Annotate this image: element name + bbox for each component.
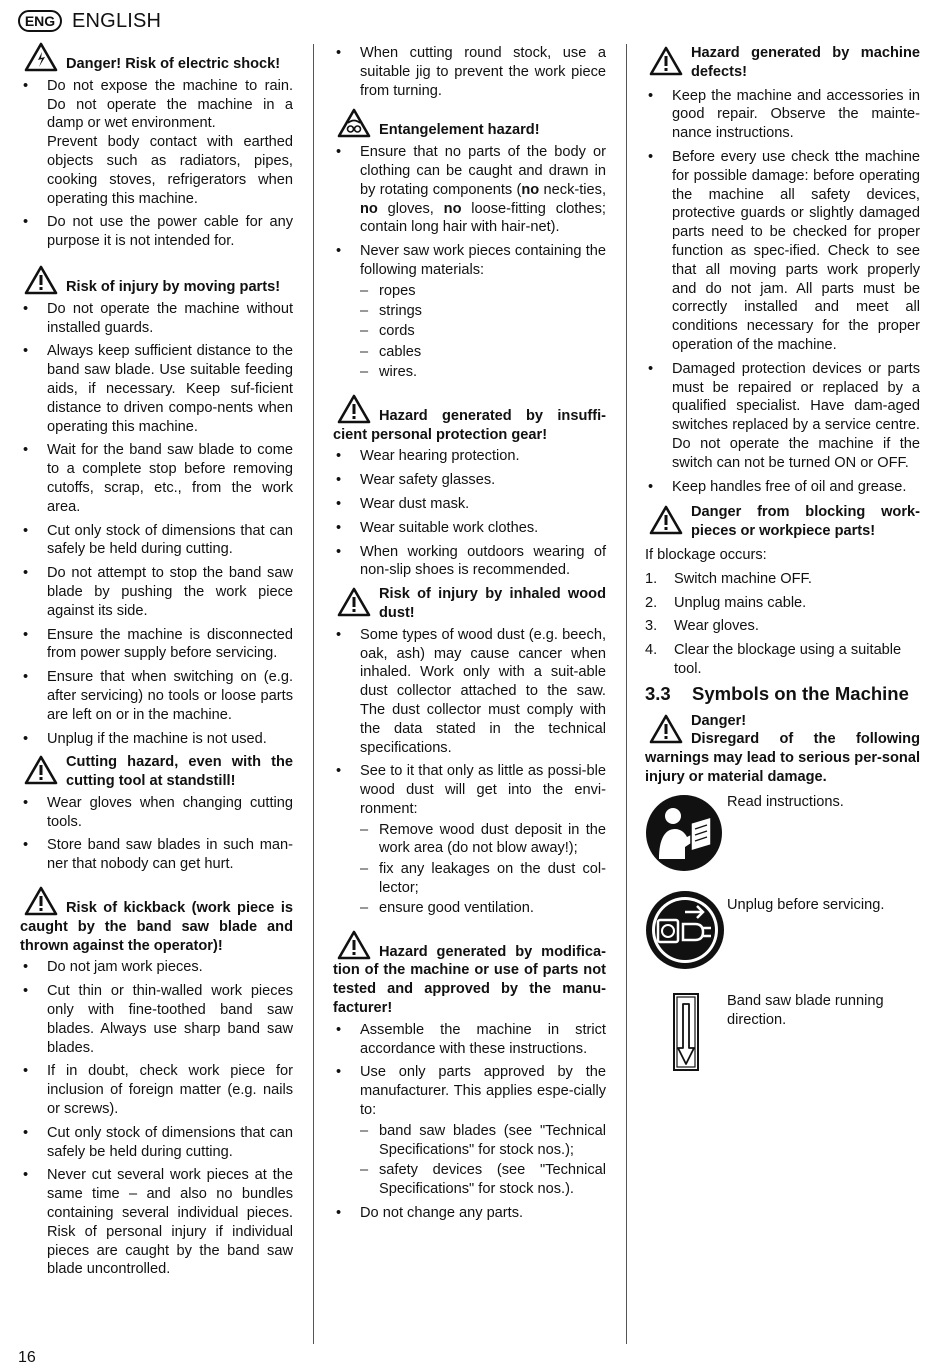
direction-arrow-icon	[645, 992, 725, 1074]
symbol-unplug	[645, 890, 920, 976]
warning-icon	[649, 714, 683, 744]
list-item: • Do not expose the machine to rain. Do not operate the machine in a damp or wet environment. Prevent body contact with earthed objects such as radiators, pipes, cooking stoves, refrigerators when operating this machine.	[20, 77, 293, 209]
symbol-read-instructions	[645, 793, 920, 879]
list-item: – fix any leakages on the dust col-lector;	[360, 860, 606, 898]
electric-shock-list	[20, 77, 293, 251]
list-item: – cords	[360, 322, 606, 341]
list-item: • Store band saw blades in such man-ner that nobody can get hurt.	[20, 836, 293, 874]
list-item: 2. Unplug mains cable.	[645, 594, 807, 611]
list-item: • See to it that only as little as possi-ble wood dust will get into the envi-ronment: – Remove wood dust deposit in the work area (do not blow away!); – fix any leakages on the dust col-lector; – ensure good ventilation.	[333, 762, 606, 917]
read-instructions-icon	[645, 793, 725, 873]
kickback-heading: Risk of kickback (work piece is caught by the band saw blade and thrown against the operator)!	[20, 888, 293, 955]
list-item: – cables	[360, 343, 606, 362]
list-item: • Never cut several work pieces at the same time – and also no bundles containing several individual pieces. Risk of personal injury if individual pieces are caught by the band saw blade uncontrolled.	[20, 1166, 293, 1279]
list-item: • When working outdoors wearing of non-slip shoes is recommended.	[333, 543, 606, 581]
list-item: – ensure good ventilation.	[360, 899, 606, 918]
list-item: • Before every use check tthe machine for possible damage: before operating the machine all safety devices, protective guards or slightly damaged parts need to be checked for proper function as spec-ified. Check to see that all moving parts work properly and do not jam. All parts must be correctly installed and meet all conditions necessary for the proper operation of the machine.	[645, 148, 920, 355]
list-item: • Assemble the machine in strict accordance with these instructions.	[333, 1021, 606, 1059]
list-item: • Keep handles free of oil and grease.	[645, 478, 920, 497]
list-item: 4. Clear the blockage using a suitable tool.	[645, 642, 902, 677]
list-item: • Do not operate the machine without installed guards.	[20, 300, 293, 338]
warning-icon	[649, 505, 683, 535]
list-item: • Ensure that when switching on (e.g. after servicing) no tools or loose parts are left on or in the machine.	[20, 668, 293, 724]
cutting-hazard-heading: Cutting hazard, even with the cutting tool at standstill!	[24, 753, 293, 791]
blockage-intro: If blockage occurs:	[645, 546, 767, 563]
list-item: – band saw blades (see "Technical Specifications" for stock nos.);	[360, 1122, 606, 1160]
list-item: • Do not attempt to stop the band saw blade by pushing the work piece against its side.	[20, 564, 293, 620]
entanglement-heading: Entangelement hazard!	[337, 110, 606, 140]
list-item: • Keep the machine and accessories in good repair. Observe the mainte-nance instructions.	[645, 87, 920, 143]
page-number: 16	[18, 1349, 36, 1366]
warning-icon	[337, 394, 371, 424]
modification-heading: Hazard generated by modifica-tion of the machine or use of parts not tested and approved by the manu-facturer!	[333, 932, 606, 1018]
list-item: • Unplug if the machine is not used.	[20, 730, 293, 749]
column-3	[645, 44, 920, 1080]
modification-list	[333, 1021, 606, 1222]
list-item: • Do not jam work pieces.	[20, 958, 293, 977]
list-item: • Never saw work pieces containing the following materials: – ropes – strings – cords – cables – wires.	[333, 242, 606, 382]
warning-icon	[649, 46, 683, 76]
list-item: • Wear gloves when changing cutting tools.	[20, 794, 293, 832]
unplug-icon	[645, 890, 725, 970]
list-item: • Wear hearing protection.	[333, 447, 606, 466]
language-title: ENGLISH	[72, 9, 162, 32]
column-1	[20, 44, 293, 1284]
danger-heading: Danger! Disregard of the following warnings may lead to serious per-sonal injury or material damage.	[645, 712, 920, 785]
list-item: • Cut only stock of dimensions that can safely be held during cutting.	[20, 522, 293, 560]
warning-icon	[337, 930, 371, 960]
list-item: • Wear dust mask.	[333, 495, 606, 514]
list-item: • Damaged protection devices or parts must be repaired or replaced by a qualified specialist. Have dam-aged switches replaced by a service centre. Do not operate the machine if the switch can not be turned ON or OFF.	[645, 360, 920, 473]
symbol-label: Unplug before servicing.	[727, 897, 885, 914]
language-badge: ENG	[18, 10, 62, 32]
dust-measures-list	[360, 821, 606, 918]
list-item: • Wear safety glasses.	[333, 471, 606, 490]
list-item: • Some types of wood dust (e.g. beech, oak, ash) may cause cancer when inhaled. Work only with a suit-able dust collector attached to the saw. The dust collector must comply with the data stated in the technical specifications.	[333, 626, 606, 758]
electric-shock-warning-icon	[24, 42, 58, 72]
protection-gear-heading: Hazard generated by insuffi-cient personal protection gear!	[333, 396, 606, 445]
warning-icon	[24, 755, 58, 785]
machine-defects-list	[645, 87, 920, 497]
wood-dust-heading: Risk of injury by inhaled wood dust!	[337, 585, 606, 623]
symbol-label: Read instructions.	[727, 793, 844, 810]
kickback-list	[20, 958, 293, 1279]
blockage-steps	[645, 570, 920, 679]
materials-list	[360, 282, 606, 382]
warning-icon	[337, 587, 371, 617]
list-item: – safety devices (see "Technical Specifications" for stock nos.).	[360, 1161, 606, 1199]
list-item: • Ensure the machine is disconnected from power supply before servicing.	[20, 626, 293, 664]
approved-parts-list	[360, 1122, 606, 1199]
list-item: • Cut only stock of dimensions that can safely be held during cutting.	[20, 1124, 293, 1162]
list-item: • Always keep sufficient distance to the band saw blade. Use suitable feeding aids, if necessary. Keep suf-ficient distance to driven compo-nents when operating this machine.	[20, 342, 293, 436]
symbol-direction	[645, 992, 920, 1080]
column-divider-2	[626, 44, 627, 1344]
list-item: • Cut thin or thin-walled work pieces only with fine-toothed band saw blades. Always use sharp band saw blades.	[20, 982, 293, 1057]
electric-shock-heading: Danger! Risk of electric shock!	[24, 44, 293, 74]
cutting-hazard-list	[20, 794, 293, 874]
list-item: • Ensure that no parts of the body or clothing can be caught and drawn in by rotating components (no neck-ties, no gloves, no loose-fitting clothes; contain long hair with hair-net).	[333, 143, 606, 237]
list-item: • Wait for the band saw blade to come to a complete stop before removing cutoffs, scrap, etc., from the work area.	[20, 441, 293, 516]
list-item: – Remove wood dust deposit in the work area (do not blow away!);	[360, 821, 606, 859]
list-item: – strings	[360, 302, 606, 321]
symbol-label: Band saw blade running direction.	[727, 993, 884, 1029]
entanglement-warning-icon	[337, 108, 371, 138]
round-stock-list	[333, 44, 606, 100]
column-divider-1	[313, 44, 314, 1344]
list-item: • Wear suitable work clothes.	[333, 519, 606, 538]
entanglement-list	[333, 143, 606, 382]
page-header	[18, 9, 161, 33]
list-item: • Do not change any parts.	[333, 1204, 606, 1223]
moving-parts-heading: Risk of injury by moving parts!	[24, 267, 293, 297]
list-item: • If in doubt, check work piece for inclusion of foreign matter (e.g. nails or screws).	[20, 1062, 293, 1118]
moving-parts-list	[20, 300, 293, 749]
list-item: – ropes	[360, 282, 606, 301]
list-item: 3. Wear gloves.	[645, 618, 759, 635]
wood-dust-list	[333, 626, 606, 918]
list-item: • Do not use the power cable for any purpose it is not intended for.	[20, 213, 293, 251]
warning-icon	[24, 265, 58, 295]
list-item: • When cutting round stock, use a suitable jig to prevent the work piece from turning.	[333, 44, 606, 100]
list-item: 1. Switch machine OFF.	[645, 570, 812, 587]
blocking-heading: Danger from blocking work-pieces or workpiece parts!	[649, 503, 920, 541]
column-2	[333, 44, 606, 1227]
section-heading: 3.3 Symbols on the Machine	[645, 682, 909, 704]
protection-gear-list	[333, 447, 606, 580]
list-item: • Use only parts approved by the manufacturer. This applies espe-cially to: – band saw blades (see "Technical Specifications" for stock nos.); – safety devices (see "Technical Specifications" for stock nos.).	[333, 1063, 606, 1198]
warning-icon	[24, 886, 58, 916]
machine-defects-heading: Hazard generated by machine defects!	[649, 44, 920, 82]
list-item: – wires.	[360, 363, 606, 382]
